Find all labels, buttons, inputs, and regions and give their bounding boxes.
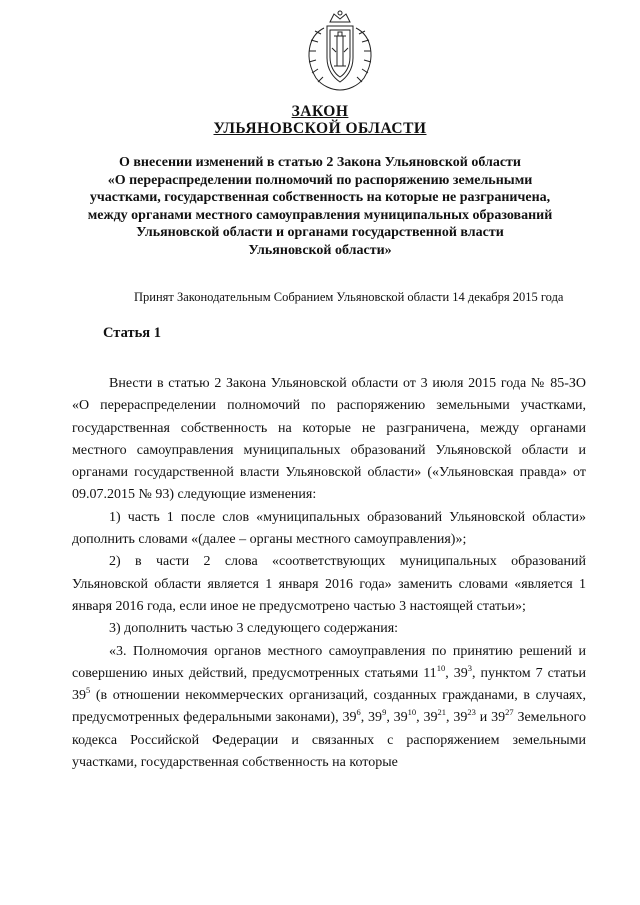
amendment-item-1: 1) часть 1 после слов «муниципальных образований Ульяновской области» дополнить словами «(далее – органы местного самоуправления)»;: [72, 509, 586, 548]
subtitle-line: О внесении изменений в статью 2 Закона Ульяновской области: [118, 155, 521, 170]
amendment-item-3: 3) дополнить частью 3 следующего содержания:: [109, 621, 399, 637]
law-title: [0, 103, 640, 137]
article-body: [72, 373, 586, 774]
subtitle-line: Ульяновской области»: [248, 242, 392, 258]
article-heading: Статья 1: [103, 325, 161, 341]
law-subtitle: [60, 154, 580, 259]
subtitle-line: «О перераспределении полномочий по распоряжению земельными: [107, 172, 533, 188]
coat-of-arms-emblem: [294, 8, 386, 94]
region-name: УЛЬЯНОВСКОЙ ОБЛАСТИ: [213, 120, 427, 137]
subtitle-line: Ульяновской области и органами государственной власти: [136, 225, 504, 240]
article-intro: Внести в статью 2 Закона Ульяновской области от 3 июля 2015 года № 85-ЗО «О перераспределении полномочий по распоряжению земельными участками, государственная собственность на которые не разграничена, между органами местного самоуправления муниципальных образований Ульяновской области и органами государственной власти Ульяновской области» («Ульяновская правда» от 09.07.2015 № 93) следующие изменения:: [72, 376, 586, 503]
adoption-note: Принят Законодательным Собранием Ульяновской области 14 декабря 2015 года: [134, 290, 564, 304]
subtitle-line: между органами местного самоуправления муниципальных образований: [87, 207, 553, 223]
amendment-item-2: 2) в части 2 слова «соответствующих муниципальных образований Ульяновской области является 1 января 2016 года» заменить словами «является 1 января 2016 года, если иное не предусмотрено частью 3 настоящей статьи»;: [72, 554, 586, 614]
law-word: ЗАКОН: [291, 103, 349, 120]
subtitle-line: участками, государственная собственность на которые не разграничена,: [89, 190, 551, 205]
quoted-part-3: «3. Полномочия органов местного самоуправления по принятию решений и совершению иных действий, предусмотренных статьями $11^{10}$, $39^3$, пунктом 7 статьи $39^5$ (в отношении некоммерческих организаций, созданных гражданами, в случаях, предусмотренных федеральными законами), $39^6$, $39^9$, $39^{10}$, $39^{21}$, $39^{23}$ и $39^{27}$ Земельного кодекса Российской Федерации и связанных с распоряжением земельными участками, государственная собственность на которые: [72, 643, 587, 771]
